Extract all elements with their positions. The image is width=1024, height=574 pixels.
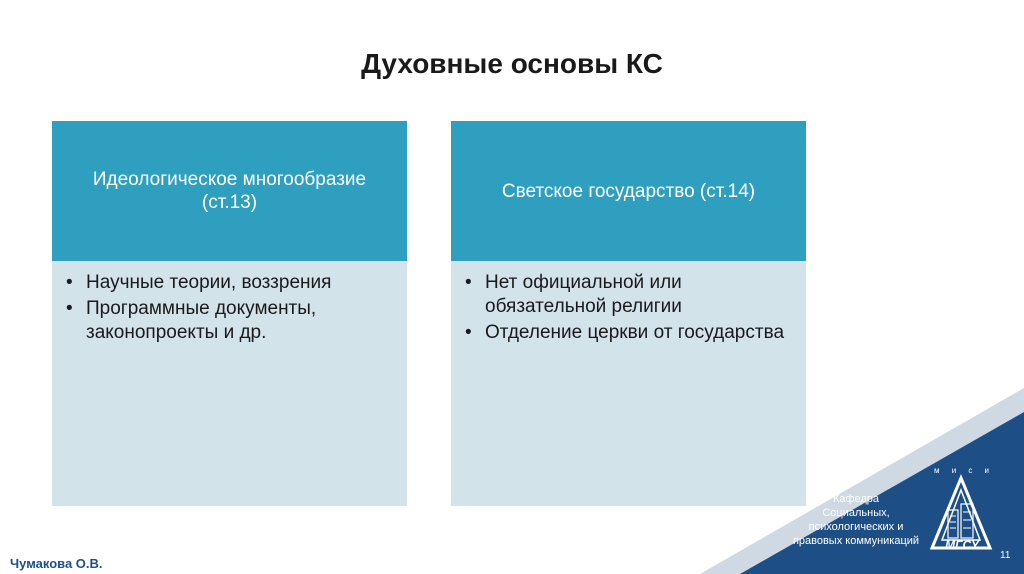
logo-letters: [934, 466, 990, 475]
card-body: [52, 261, 407, 506]
logo-word: МГСУ: [945, 538, 979, 552]
logo-letter: и: [984, 466, 990, 475]
slide-title: Духовные основы КС: [361, 48, 663, 79]
card-ideological-diversity: [52, 121, 407, 506]
department-label: [770, 492, 942, 548]
card-header: Идеологическое многообразие (ст.13): [52, 121, 407, 261]
department-line: Социальных,: [822, 507, 890, 519]
department-line: Кафедра: [832, 493, 880, 505]
list-item: • Нет официальной или обязательной религии: [485, 271, 792, 319]
card-header: Светское государство (ст.14): [451, 121, 806, 261]
logo-letter: и: [951, 466, 958, 475]
department-line: правовых коммуникаций: [792, 535, 920, 547]
bullet-list: [66, 271, 393, 345]
page-number: 11: [1000, 550, 1011, 561]
list-item: • Программные документы, законопроекты и др.: [86, 297, 393, 345]
logo-letter: с: [968, 466, 974, 475]
bullet-list: [465, 271, 792, 345]
logo-letter: м: [934, 466, 941, 475]
department-line: психологических и: [808, 521, 904, 533]
author-name: Чумакова О.В.: [10, 556, 103, 571]
list-item: • Научные теории, воззрения: [86, 271, 393, 295]
list-item: • Отделение церкви от государства: [485, 321, 792, 345]
card-secular-state: [451, 121, 806, 506]
card-body: [451, 261, 806, 506]
